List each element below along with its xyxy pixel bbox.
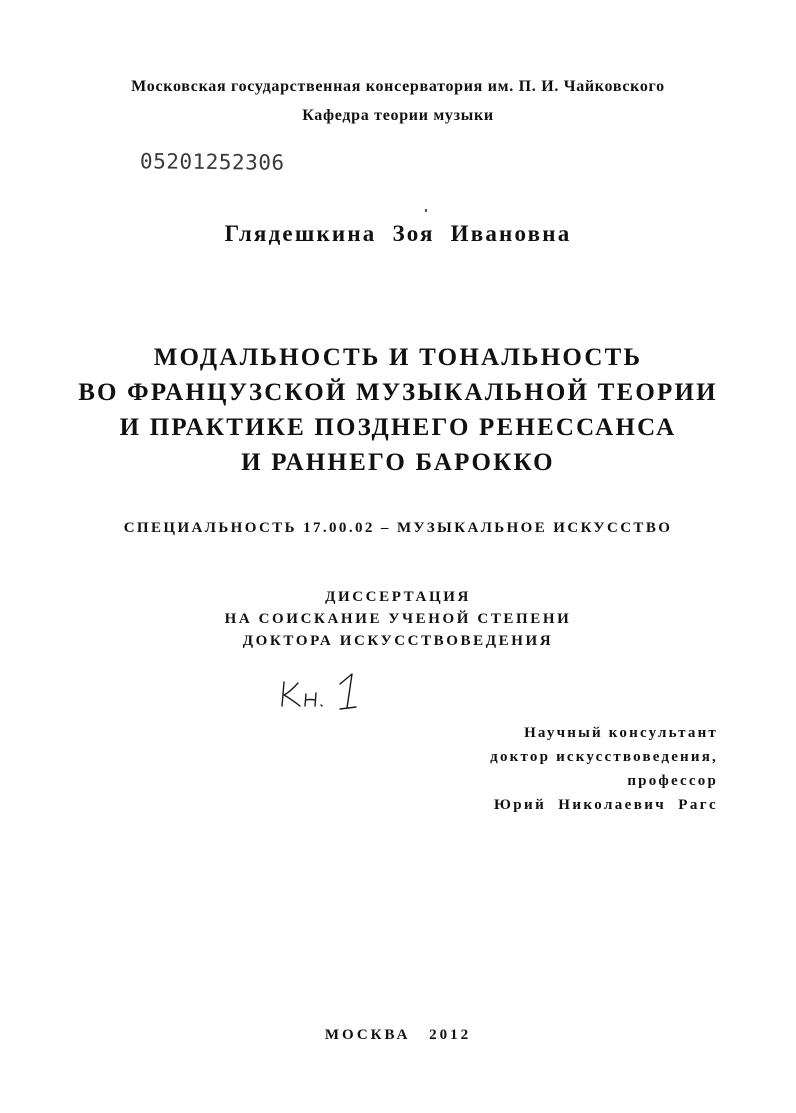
scientific-consultant <box>490 721 718 817</box>
consultant-degree: доктор искусствоведения, <box>490 749 718 765</box>
stamp-mark <box>425 209 427 212</box>
title-line: И ПРАКТИКЕ ПОЗДНЕГО РЕНЕССАНСА <box>119 414 677 441</box>
title-line: И РАННЕГО БАРОККО <box>241 449 555 476</box>
handwritten-volume-note <box>278 670 378 715</box>
consultant-role: Научный консультант <box>524 725 718 741</box>
specialty-line: СПЕЦИАЛЬНОСТЬ 17.00.02 – МУЗЫКАЛЬНОЕ ИСКУССТВО <box>123 520 673 536</box>
title-line: МОДАЛЬНОСТЬ И ТОНАЛЬНОСТЬ <box>153 344 643 371</box>
degree-line: ДОКТОРА ИСКУССТВОВЕДЕНИЯ <box>242 633 554 649</box>
city-year: МОСКВА 2012 <box>324 1027 472 1043</box>
consultant-name: Юрий Николаевич Рагс <box>494 797 718 813</box>
dissertation-title <box>0 340 796 480</box>
consultant-position: профессор <box>627 773 718 789</box>
degree-line: ДИССЕРТАЦИЯ <box>325 589 471 605</box>
department-name: Кафедра теории музыки <box>302 107 494 124</box>
degree-statement <box>0 586 796 652</box>
degree-line: НА СОИСКАНИЕ УЧЕНОЙ СТЕПЕНИ <box>224 611 572 627</box>
stamp-number: 05201252306 <box>139 149 285 175</box>
author-name: Глядешкина Зоя Ивановна <box>224 221 572 246</box>
title-line: ВО ФРАНЦУЗСКОЙ МУЗЫКАЛЬНОЙ ТЕОРИИ <box>78 379 718 406</box>
institution-name: Московская государственная консерватория им. П. И. Чайковского <box>131 78 665 95</box>
